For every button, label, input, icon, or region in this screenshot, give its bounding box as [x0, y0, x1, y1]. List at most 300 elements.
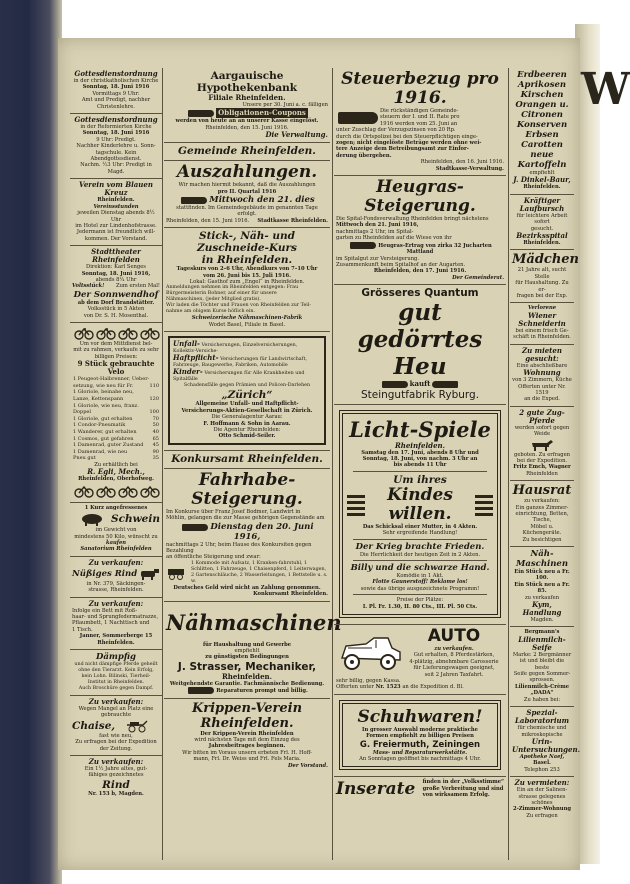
- ad-line: Mittwoch den 21. dies: [209, 195, 315, 206]
- ad-place: Magden.: [530, 617, 554, 624]
- automobile-icon: [336, 634, 404, 672]
- ad-fahrhabe: [164, 469, 330, 602]
- ad-line: sowie das übrige ausgezeichnete Programm!: [360, 585, 480, 592]
- velo-list-item: [72, 442, 160, 449]
- ad-title: Hausrat: [512, 483, 572, 499]
- film-title: Kindes willen.: [387, 484, 453, 524]
- ad-sign: Stadtkasse-Verwaltung.: [435, 165, 504, 172]
- ad-line: bis abends 11 Uhr: [393, 462, 447, 469]
- ad-line: Möhlin, gelangen die zur Masse gehörigen Gegenstände am: [166, 515, 325, 522]
- ad-item: Rind: [102, 778, 130, 791]
- ad-firm: Bezirksspital: [516, 231, 568, 241]
- ad-line: Unsere per 30. Juni a. c. fälligen: [242, 102, 328, 108]
- ad-title: Gottesdienstordnung: [74, 69, 158, 78]
- ad-line: empfiehlt: [234, 647, 260, 654]
- wagon-icon: [166, 566, 188, 580]
- ad-line: Lokal: Gasthof zum „Engel“ in Rheinfelden.: [189, 279, 305, 286]
- ad-item: Lilienmilch-Crème: [514, 683, 570, 690]
- ad-line: fragen bei der Exp.: [516, 293, 568, 300]
- ad-fruechte: [510, 68, 574, 195]
- ad-date: Sonntag, 18. Juni 1916,: [81, 270, 151, 277]
- ad-item: „DADA“: [530, 690, 554, 697]
- ad-line: Volksstück in 5 Akten: [87, 306, 145, 313]
- ad-line: im Spitalgut zur Versteigerung.: [336, 255, 420, 262]
- ad-line: für leichtere Arbeit sofort: [516, 212, 568, 226]
- bicycle-row-icon: [73, 326, 159, 340]
- ad-place: Rheinfelden.: [221, 671, 273, 681]
- velo-list-item: [72, 389, 160, 396]
- ad-line: Seife gegen Sommer-: [513, 671, 571, 678]
- ad-line: Zu erfragen: [526, 812, 558, 819]
- ad-line: wird nächsten Tage mit dem Einzug des: [194, 737, 300, 743]
- ad-line: Amt und Predigt, nachher: [81, 97, 151, 104]
- ad-title: Stadttheater Rheinfelden: [91, 247, 141, 265]
- ad-line: Janner, Sommerberge 15: [79, 633, 153, 640]
- ad-licht-spiele: [334, 405, 506, 625]
- ad-line: Nachm. ½3 Uhr: Predigt in Magd.: [80, 162, 152, 175]
- ad-line: kein Lohn. Bilinski, Tierheil-: [81, 674, 151, 679]
- velo-item-label: 1 Damenrad, guter Zustand: [73, 442, 144, 449]
- ad-line: Um vor dem Mittdienst bel-: [79, 340, 153, 347]
- ad-title: Dämpfig: [96, 652, 136, 662]
- ad-title: Zu verkaufen:: [88, 757, 144, 767]
- ad-line: In grosser Auswahl moderne praktische: [362, 726, 478, 733]
- velo-list-item: [72, 396, 160, 403]
- cow-icon: [138, 568, 160, 580]
- pointing-hand-icon: [432, 381, 458, 388]
- ad-line: Die Agentur Rheinfelden:: [213, 426, 281, 433]
- ad-line: Die Herrlichkeit der heutigen Zeit in 2 Akten.: [359, 551, 481, 558]
- ad-line: stattfinden. Im Gemeindegebäude im genannten Tage erfolgt.: [176, 205, 318, 218]
- ad-subtitle: Filiale Rheinfelden.: [208, 93, 286, 102]
- ad-line: mikroskopische: [521, 731, 563, 738]
- ad-line: Allgemeine Unfall- und Haftpflicht-: [195, 401, 299, 408]
- ad-hausrat: [510, 481, 574, 547]
- velo-item-price: 45: [152, 442, 159, 449]
- ad-line: Eine abschließbare: [516, 362, 568, 369]
- ad-line: nahme am obigem Kurse höflich ein.: [166, 309, 256, 315]
- ad-line: Ein Stück neu a Fr. 100.: [514, 569, 570, 582]
- ad-title: Zu mieten gesucht:: [522, 345, 562, 363]
- ad-line: jeweilen Dienstag abends 8½ Uhr: [77, 210, 155, 223]
- konkurs-header: [164, 451, 330, 469]
- ad-line: Der Krippen-Verein Rheinfelden: [200, 730, 294, 737]
- ad-line: 1916 werden vom 25. Juni an: [380, 120, 458, 127]
- ad-line: von wirksamem Erfolg.: [422, 792, 490, 799]
- ad-line: Anmeldungen nehmen im Rheinfelden entgegen: Frau: [166, 285, 299, 291]
- velo-item-label: Lanze, Kettenspann: [73, 395, 124, 402]
- ad-date: Rheinfelden, den 17. Juni 1916.: [373, 268, 467, 275]
- ad-place: Rheinfelden.: [394, 440, 446, 450]
- ad-line: Reparaturen prompt und billig.: [216, 688, 308, 695]
- ad-line: von Dr. S. H. Mosenthal.: [83, 312, 149, 319]
- ad-date: Sonntag, 18. Juni 1916: [82, 84, 150, 91]
- ad-line: Nr. 153 b, Magden.: [88, 790, 144, 797]
- ad-line: Bürgermeisterin Rohner, auf einer für unsere: [166, 291, 277, 297]
- ad-title: Zu verkaufen:: [88, 598, 144, 608]
- ad-show: Voltsstück!: [72, 283, 105, 290]
- ad-line: seit 2 Jahren Taxfahrt.: [424, 671, 484, 678]
- velo-list-item: [72, 383, 160, 390]
- ad-line: 21 Jahre alt, sucht Stelle: [517, 267, 567, 280]
- ad-sign: Konkursamt Rheinfelden.: [253, 591, 328, 598]
- velo-list-item: [72, 403, 160, 410]
- velo-item-price: 110: [149, 382, 159, 389]
- ad-sign: Stadtkasse Rheinfelden.: [257, 217, 328, 224]
- ad-line: strasse, Rheinfelden.: [88, 587, 144, 594]
- ad-line: Telephon 253: [524, 766, 560, 773]
- velo-item-label: 1 Peugeot-Halbrenner, Ueber-: [73, 376, 150, 383]
- fruit-item: Citronen: [521, 110, 563, 120]
- ad-zuerich-versicherung: [164, 332, 330, 450]
- pointing-hand-icon: [382, 381, 408, 388]
- ad-line: Möbel u. Küchengeräte.: [522, 523, 562, 537]
- ad-line: 1 Tisch.: [72, 626, 93, 633]
- ad-gottesdienst-reformiert: [70, 114, 162, 179]
- velo-item-price: 120: [149, 395, 159, 402]
- ad-steuerbezug: [334, 68, 506, 176]
- fruit-item: Carotten: [521, 140, 563, 150]
- ad-line: Die Spital-Fondsverwaltung Rheinfelden bringt nächstens: [336, 216, 489, 223]
- ad-line: zu günstigsten Bedingungen: [205, 654, 289, 661]
- ad-sign: Wodet Basel, Filiale in Basel.: [208, 321, 286, 328]
- ad-line: Tageskurs von 2–6 Uhr, Abendkurs von 7–10 Uhr: [176, 266, 318, 273]
- velo-item-label: 1 Gloriole, gut erhalten: [73, 415, 133, 422]
- newspaper-page: [58, 38, 580, 870]
- ad-title: Verein vom Blauen Kreuz: [79, 180, 153, 198]
- stripes-ornament-icon: [347, 493, 365, 517]
- ad-title: Licht-Spiele: [349, 416, 491, 442]
- ad-line: Wir bitten im Voraus unsern erbeten Frl. H. Hoff-: [182, 749, 312, 756]
- ad-line: in Nr. 379, Säckingen-: [86, 580, 146, 587]
- ad-title: gut gedörrtes Heu: [357, 299, 483, 381]
- velo-item-label: 1 Damenrad, wie neu: [73, 448, 128, 455]
- pointing-hand-icon: [188, 110, 214, 117]
- insurance-list: [173, 341, 321, 383]
- ad-line: Samstag den 17. Juni, abends 8 Uhr und: [361, 449, 479, 456]
- ad-line: für Haushaltung und Gewerbe: [202, 641, 292, 648]
- ad-line: Mass- und Reparaturwerkstätte.: [372, 749, 468, 756]
- ad-velo: [70, 323, 162, 503]
- ad-line: bei einem frisch Ge-: [515, 327, 569, 334]
- ad-bett-verkauf: [70, 598, 162, 650]
- ad-subtitle: zu verkaufen.: [434, 646, 474, 652]
- ad-place: Rheinfelden.: [523, 184, 561, 191]
- pointing-hand-icon: [338, 112, 378, 124]
- ad-line: unter Zuschlag der Verzugszinsen von 20 Rp.: [336, 127, 456, 134]
- ad-line: Die rückständigen Gemeinde-: [380, 108, 459, 114]
- ad-schuhwaren: [334, 695, 506, 778]
- ad-number: Nr. 1523: [375, 684, 401, 691]
- ad-line: garten zu Rheinfelden auf die Wiese von ihr: [336, 235, 452, 242]
- ad-line: Jahresbeitrages beginnen.: [208, 743, 286, 750]
- insurance-entry: [173, 369, 321, 383]
- ad-title: Schuhwaren!: [357, 706, 483, 727]
- ad-line: Direktion: Karl Senges: [86, 264, 146, 271]
- ad-line: Otto Schmid-Seiler.: [218, 433, 276, 440]
- ad-place: Rheinfelden, Oberhofweg.: [78, 476, 154, 483]
- ad-line: im Gewicht von: [95, 527, 137, 534]
- ad-title: Mädchen: [512, 252, 579, 268]
- ad-date: Rheinfelden, den 16. Juni 1916.: [420, 159, 504, 166]
- ad-line: empfiehlt: [529, 170, 555, 176]
- ad-line: steuern der I. und II. Rate pro: [380, 114, 460, 121]
- ad-line: Infolge ein Bett mit Roß-: [72, 607, 138, 614]
- section-header: Konkursamt Rheinfelden.: [171, 452, 323, 465]
- ad-naeh-maschinen-kym: [510, 547, 574, 627]
- velo-item-label: setzung, wie neu für Fr.: [73, 382, 134, 389]
- ad-title: Zu vermieten:: [514, 778, 570, 788]
- ad-chaise: [70, 696, 162, 756]
- velo-item-price: 65: [152, 435, 159, 442]
- velo-item-price: 100: [149, 409, 159, 416]
- ad-line: große Verbreitung und sind: [422, 785, 504, 792]
- ad-line: Ein an der Salinen-: [516, 787, 568, 794]
- ad-line: Versicherungs-Aktien-Gesellschaft in Zürich.: [181, 407, 313, 414]
- ad-title: 2 gute Zug-Pferde: [519, 407, 565, 425]
- ad-line: an öffentliche Steigerung und zwar:: [166, 554, 261, 561]
- ad-line: tagschule. Kein Abendgottesdienst.: [90, 149, 142, 163]
- ad-line: billigen Preisen:: [94, 353, 138, 360]
- ad-line: Das Schicksal einer Mutter, in 4 Akten.: [362, 523, 478, 530]
- ad-line: Offerten unter: [336, 684, 374, 691]
- ad-daempfig: [70, 650, 162, 696]
- ad-line: gebrauchte: [100, 712, 132, 719]
- ad-line: an die Expedition d. Bl.: [402, 684, 464, 691]
- film-title: Billy und die schwarze Hand.: [350, 562, 490, 573]
- ad-rind-verkauf: [70, 557, 162, 598]
- ad-date: Rheinfelden, den 15. Juni 1916.: [205, 124, 289, 131]
- ad-line: 1 Kurz angefressenes: [84, 504, 148, 511]
- ad-sign: Die Verwaltung.: [265, 130, 328, 140]
- ad-line: zu verkaufen:: [524, 498, 560, 505]
- ad-bergmann-seife: [510, 627, 574, 707]
- ad-play-sub: ab dem Dorf Brandstätter.: [77, 299, 155, 306]
- ad-line: Deutsches Geld wird nicht an Zahlung genommen.: [173, 584, 321, 591]
- ad-line: fähiges gezeichnetes: [88, 772, 144, 779]
- ad-line: derung übergeben.: [336, 152, 392, 159]
- film-title: Der Krieg brachte Frieden.: [355, 541, 485, 552]
- ad-line: für Lieferungswagen geeignet,: [413, 665, 495, 672]
- ad-line: zogen; nicht eingelöste Beträge werden ohne wei-: [336, 140, 482, 147]
- insurance-desc: Versicherungen für Landwirtschaft, Fahrzeuge, Baugewerbe, Fabriken, Automobile: [173, 357, 307, 369]
- ad-line: schäft in Rheinfelden.: [513, 334, 571, 341]
- ad-line: Gut erhalten, 8 Pferdestärken,: [413, 652, 495, 659]
- ad-title: Zu verkaufen:: [88, 557, 144, 567]
- ad-title: AUTO: [427, 626, 481, 646]
- ad-schneiderin: [510, 303, 574, 344]
- ad-subtitle: in Rheinfelden.: [201, 254, 293, 267]
- column-rule: [508, 68, 509, 860]
- ad-coupons: Obligationen-Coupons: [218, 108, 306, 118]
- ad-firm: Kym, Handlung: [522, 600, 562, 618]
- ad-line: Weitgehendste Garantie. Fachmännische Bedienung.: [169, 680, 325, 687]
- velo-item-price: 90: [152, 448, 159, 455]
- ad-line: Wir machen hiermit bekannt, daß die Auszahlungen: [178, 182, 316, 189]
- ad-line: geboten. Zu erfragen: [514, 451, 570, 458]
- ad-line: Zusammenkunft beim Spitalhof an der Augarten.: [336, 261, 466, 268]
- velo-list-item: [72, 455, 160, 462]
- ad-line: Offerten unter Nr. 1519: [518, 383, 566, 396]
- ad-line: mit zu rahmen, verkaufe zu sehr: [73, 347, 159, 354]
- ad-title: Inserate: [336, 778, 416, 799]
- ad-blaues-kreuz: [70, 179, 162, 246]
- ad-inserate: [334, 777, 506, 801]
- bicycle-row-icon: [73, 484, 159, 498]
- pointing-hand-icon: [181, 197, 207, 204]
- ad-line: werden von heute an an unserer Kasse eingelöst.: [175, 118, 319, 125]
- ad-line: kaufen: [105, 539, 127, 546]
- pointing-hand-icon: [188, 687, 214, 694]
- ad-line: haar- und Sprungfedermatrazze,: [72, 613, 159, 620]
- ad-item: Heugras-Ertrag von zirka 32 Jucharten Mattland: [378, 242, 492, 256]
- ad-line: Sonntag, 18. Juni, von nachm. 3 Uhr an: [362, 455, 478, 462]
- ad-line: Wir laden die Töchter und Frauen von Rheinfelden zur Teil-: [166, 303, 311, 309]
- ad-place: Rheinfelden: [526, 470, 558, 477]
- ad-line: an die Exped.: [524, 396, 560, 403]
- ad-title: Auszahlungen.: [176, 162, 318, 183]
- ad-title: Gottesdienstordnung: [74, 115, 158, 125]
- ad-title: Nähmaschinen: [166, 609, 342, 635]
- fruit-item: Orangen u.: [515, 100, 569, 110]
- ad-line: im Hotel zur Lindenhofstrasse.: [75, 222, 157, 229]
- ad-line: 2-Zimmer-Wohnung: [513, 806, 571, 813]
- ad-line: in der Reformierten Kirche: [80, 124, 152, 131]
- velo-item-label: 1 Condor-Pneumatik: [73, 422, 126, 429]
- ad-line: F. Hoffmann & Sohn in Aarau.: [203, 420, 291, 427]
- ad-line: zu verkaufen: [524, 594, 560, 601]
- horse-icon: [529, 439, 555, 451]
- ad-line: tere Anzeige dem Betreibungsamt zur Einfor-: [336, 146, 469, 153]
- ad-line: Zu erfragen bei der Expedition: [75, 739, 157, 746]
- book-binding: [0, 0, 62, 884]
- ad-line: Preise der Plätze:: [396, 597, 444, 604]
- ad-title: Heugras-Steigerung.: [364, 177, 476, 217]
- ad-line: nachmittags 2 Uhr, im Spital-: [336, 228, 414, 235]
- ad-line: Mittwoch den 21. Juni 1916,: [336, 222, 419, 229]
- pig-icon: [80, 512, 104, 526]
- ad-title: Verlorene: [527, 305, 557, 312]
- ad-top: Grösseres Quantum: [361, 287, 479, 300]
- ad-rind: [70, 756, 162, 800]
- ad-name: J. Strasser, Mechaniker,: [177, 660, 317, 673]
- velo-item-label: 1 Cosmos, gut gefahren: [73, 435, 134, 442]
- ad-line: ohne den Tierarzt. Kein Erfolg,: [78, 668, 154, 673]
- ad-title: Stick-, Näh- und Zuschneide-Kurs: [197, 230, 297, 255]
- ad-sign: Der Gemeinderat.: [452, 274, 504, 281]
- column-4: [510, 68, 581, 862]
- ad-date: Sonntag, 18. Juni 1916: [82, 130, 150, 137]
- velo-item-label: 1 Wanderer, gut erhalten: [73, 428, 137, 435]
- ad-line: An Sonntagen geöffnet bis nachmittags 4 Uhr.: [359, 756, 481, 763]
- ad-line: Im Konkurse über Franz Josef Bodmer, Landwirt in: [166, 508, 301, 515]
- ad-line: fast wie neu,: [99, 732, 133, 739]
- cinema-frame: [339, 410, 501, 618]
- ad-line: Marke: 2 Bergmänner: [512, 651, 572, 658]
- ad-line: Ein 1½ Jahre altes, gut-: [84, 766, 148, 773]
- ad-title: Fahrhabe-Steigerung.: [191, 469, 303, 509]
- ad-line: Institut in Rheinfelden.: [87, 680, 145, 685]
- velo-list-item: [72, 416, 160, 423]
- ad-item: Wiener Schneiderin: [518, 310, 566, 328]
- ad-line: Ein Stück neu a Fr. 85.: [514, 581, 570, 595]
- ad-line: ist und bleibt die beste: [519, 658, 565, 671]
- ad-place: Rheinfelden.: [97, 197, 135, 204]
- ad-laboratorium: [510, 707, 581, 777]
- ad-line: mann, Frl. Dr. Weiss und Frl. Fels Maria.: [193, 756, 301, 763]
- insurance-type: Unfall-: [173, 339, 200, 349]
- ad-firm: Fritz Emch, Wagner: [513, 464, 571, 471]
- ad-line: nachmittags 2 Uhr, beim Hause des Konkursiten gegen Bezahlung: [166, 541, 312, 554]
- ad-line: Ein ganzes Zimmer-: [515, 504, 569, 511]
- ad-line: Die Generalagentur Aarau:: [211, 414, 283, 421]
- ad-line: Zu erhältlich bei: [94, 461, 138, 468]
- velo-list-item: [72, 409, 160, 416]
- ad-firm: Steingutfabrik Ryburg.: [360, 388, 480, 401]
- ad-firm: Apotheke Naef,: [519, 753, 565, 760]
- ad-line: Sanatorium Rheinfelden: [80, 546, 152, 553]
- next-page-letter: W: [581, 64, 630, 115]
- carriage-icon: [125, 720, 151, 732]
- velo-item-price: 40: [152, 428, 159, 435]
- velo-list-item: [72, 449, 160, 456]
- ad-place: Rheinfelden.: [523, 240, 561, 247]
- ad-place: Basel.: [533, 760, 551, 767]
- fruit-item: Aprikosen: [517, 80, 567, 90]
- ad-item: Nüßiges Rind: [72, 568, 138, 579]
- ad-stadttheater: [70, 246, 162, 323]
- ad-line: durch die Ortspolizei bei den Steuerpflichtigen einge-: [336, 133, 478, 140]
- ad-auszahlungen: [164, 161, 330, 228]
- ad-naeh-kurs: [164, 228, 330, 332]
- ad-date: Rheinfelden, den 15. Juni 1916.: [166, 217, 250, 224]
- column-3: [334, 68, 506, 862]
- ad-zugpferde: [510, 407, 574, 481]
- ad-line: in der christkatholischen Kirche: [73, 78, 159, 84]
- ad-line: Formen empfiehlt zu billigen Preisen: [366, 733, 474, 740]
- ad-title: Kräftiger Laufbursch: [519, 195, 565, 213]
- ad-sign: Der Vorstand.: [288, 762, 328, 769]
- insurance-type: Kinder-: [173, 367, 203, 377]
- ad-item: Urin-Untersuchungen.: [512, 736, 581, 754]
- ad-schwein: [70, 503, 162, 557]
- ad-line: vom 26. Juni bis 15. Juli 1916.: [203, 272, 291, 279]
- ad-line: Schadensfälle gegen Prämien und Policen-Darlehen: [183, 383, 311, 389]
- ad-heugras: [334, 176, 506, 285]
- ad-laufbursch: [510, 195, 574, 251]
- velo-price-list: [72, 376, 160, 462]
- ad-line: mindestens 50 Kilo, wünscht zu: [74, 533, 158, 540]
- ad-line: der Zeitung.: [99, 745, 133, 752]
- ad-line: Flotte Gaunerstoff! Reklame los!: [372, 579, 468, 586]
- pointing-hand-icon: [182, 524, 208, 531]
- ad-seller: R. Egli, Mech.,: [87, 467, 145, 477]
- velo-item-label: 1 Gloriole, wie neu, franz.: [73, 402, 139, 409]
- fruit-item: Erbsen: [525, 130, 559, 140]
- ad-maedchen: [510, 250, 579, 303]
- ad-line: Jedermann ist freundlich will-: [76, 229, 156, 236]
- velo-list-item: [72, 376, 160, 383]
- ad-line: Rheinfelden.: [97, 639, 135, 646]
- ad-line: Nachher Kinderlehre u. Sonn-: [76, 143, 156, 150]
- fruit-item: Konserven: [516, 120, 568, 130]
- ad-line: für Haushaltung. Zu er-: [515, 280, 569, 293]
- insurance-desc: Versicherungen für Alle Krankheiten und Spitalfälle: [173, 371, 305, 383]
- column-rule: [332, 68, 333, 860]
- velo-list-item: [72, 422, 160, 429]
- ad-line: Zu besichtigen: [522, 536, 562, 543]
- ad-line: Wegen Mangel an Platz eine: [78, 706, 154, 712]
